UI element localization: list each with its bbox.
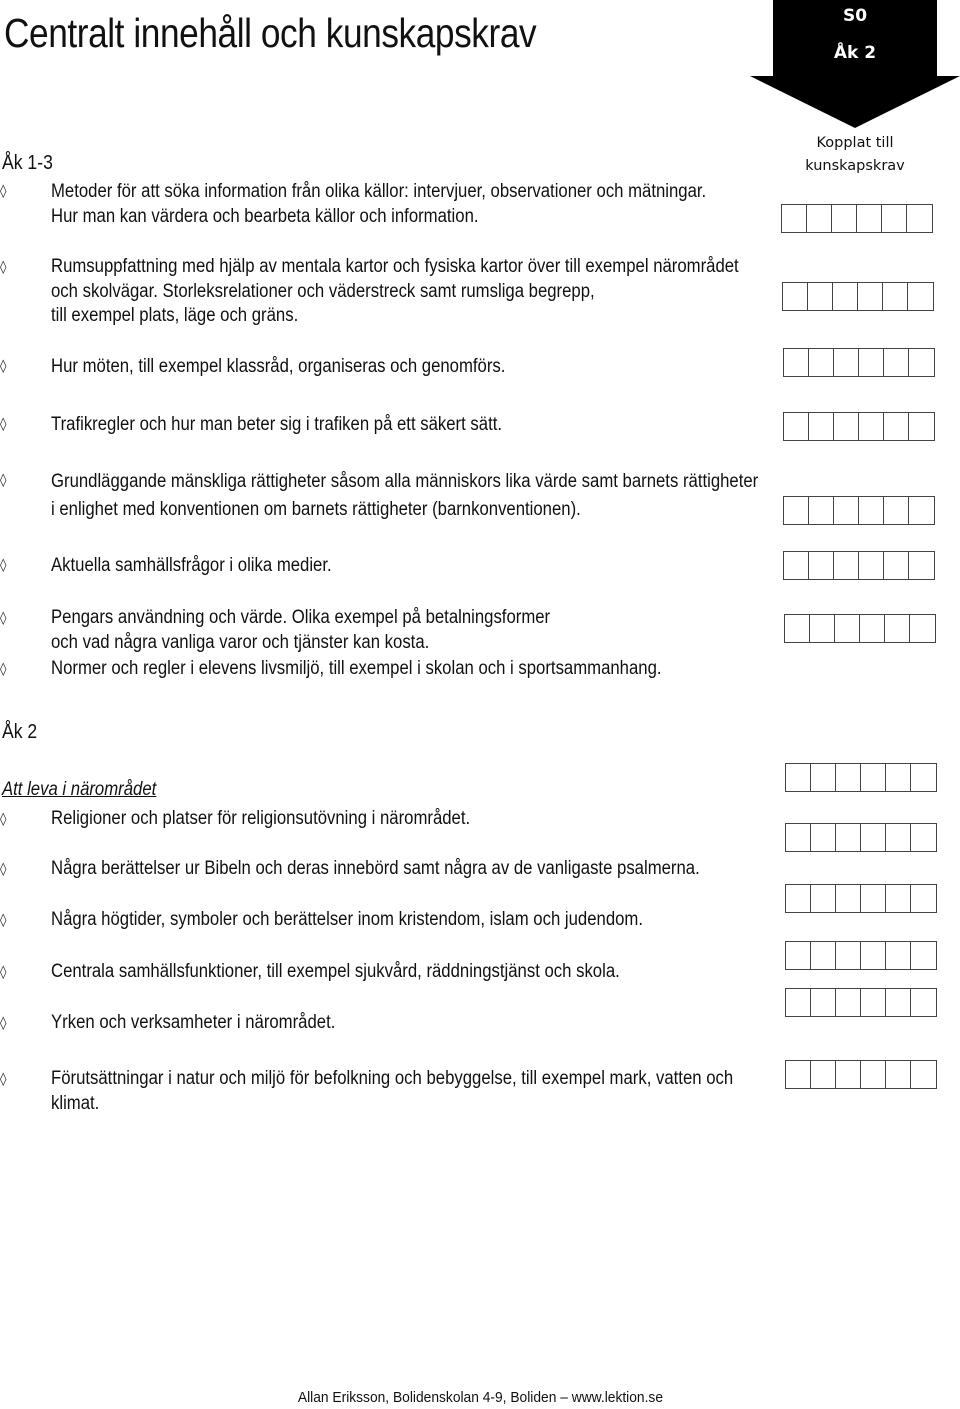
- diamond-bullet-icon: ◊: [0, 1016, 7, 1031]
- item-text: Grundläggande mänskliga rättigheter såsom alla människors lika värde samt barnets rättigheter i enlighet med konventionen om barnets rättigheter (barnkonventionen).: [51, 471, 759, 520]
- diamond-bullet-icon: ◊: [0, 812, 7, 827]
- checkbox-grid[interactable]: [783, 496, 935, 525]
- item-text: Aktuella samhällsfrågor i olika medier.: [51, 555, 332, 576]
- item-text: Normer och regler i elevens livsmiljö, till exempel i skolan och i sportsammanhang.: [51, 658, 662, 679]
- item-text: Centrala samhällsfunktioner, till exempel sjukvård, räddningstjänst och skola.: [51, 961, 620, 982]
- checkbox-grid[interactable]: [782, 282, 934, 311]
- diamond-bullet-icon: ◊: [0, 473, 7, 488]
- item-text: Några högtider, symboler och berättelser inom kristendom, islam och judendom.: [51, 909, 643, 930]
- item-text: Hur möten, till exempel klassråd, organiseras och genomförs.: [51, 356, 506, 377]
- kopplat-line-2: kunskapskrav: [805, 158, 905, 174]
- checkbox-grid[interactable]: [783, 551, 935, 580]
- kopplat-header: [790, 132, 920, 178]
- item-text: Religioner och platser för religionsutövning i närområdet.: [51, 808, 471, 829]
- diamond-bullet-icon: ◊: [0, 662, 7, 677]
- checkbox-grid[interactable]: [783, 412, 935, 441]
- checkbox-grid[interactable]: [781, 204, 933, 233]
- section-heading-ak1-3: Åk 1-3: [2, 152, 53, 174]
- item-text: Förutsättningar i natur och miljö för befolkning och bebyggelse, till exempel mark, vatten och klimat.: [51, 1068, 734, 1114]
- page-footer: [0, 1389, 960, 1406]
- checkbox-grid[interactable]: [785, 988, 937, 1017]
- item-text: Metoder för att söka information från olika källor: intervjuer, observationer och mätningar. Hur man kan värdera och bearbeta källor och information.: [51, 181, 707, 227]
- item-text: Yrken och verksamheter i närområdet.: [51, 1012, 336, 1033]
- diamond-bullet-icon: ◊: [0, 913, 7, 928]
- diamond-bullet-icon: ◊: [0, 417, 7, 432]
- checkbox-grid[interactable]: [784, 614, 936, 643]
- diamond-bullet-icon: ◊: [0, 965, 7, 980]
- footer-text: Allan Eriksson, Bolidenskolan 4-9, Boliden – www.lektion.se: [297, 1389, 663, 1406]
- diamond-bullet-icon: ◊: [0, 1072, 7, 1087]
- item-text: Trafikregler och hur man beter sig i trafiken på ett säkert sätt.: [51, 414, 503, 435]
- arrow-label-grade: Åk 2: [833, 43, 877, 63]
- arrow-label-s0: S0: [842, 6, 868, 26]
- checkbox-grid[interactable]: [785, 884, 937, 913]
- diamond-bullet-icon: ◊: [0, 558, 7, 573]
- diamond-bullet-icon: ◊: [0, 184, 7, 199]
- diamond-bullet-icon: ◊: [0, 862, 7, 877]
- page-title: Centralt innehåll och kunskapskrav: [4, 10, 537, 56]
- kopplat-line-1: Kopplat till: [816, 135, 894, 151]
- checkbox-grid[interactable]: [785, 941, 937, 970]
- checkbox-grid[interactable]: [785, 823, 937, 852]
- diamond-bullet-icon: ◊: [0, 611, 7, 626]
- item-text: Rumsuppfattning med hjälp av mentala kartor och fysiska kartor över till exempel närområdet och skolvägar. Storleksrelationer och väderstreck samt rumsliga begrepp, till exempel plats, läge och gräns.: [51, 256, 739, 326]
- checkbox-grid[interactable]: [785, 1060, 937, 1089]
- section-heading-ak2: Åk 2: [2, 721, 38, 743]
- checkbox-grid[interactable]: [783, 348, 935, 377]
- diamond-bullet-icon: ◊: [0, 260, 7, 275]
- subheading-att-leva: Att leva i närområdet: [2, 779, 157, 800]
- item-text: Några berättelser ur Bibeln och deras innebörd samt några av de vanligaste psalmerna.: [51, 858, 700, 879]
- checkbox-grid[interactable]: [785, 763, 937, 792]
- item-text: Pengars användning och värde. Olika exempel på betalningsformer och vad några vanliga varor och tjänster kan kosta.: [51, 607, 551, 653]
- diamond-bullet-icon: ◊: [0, 359, 7, 374]
